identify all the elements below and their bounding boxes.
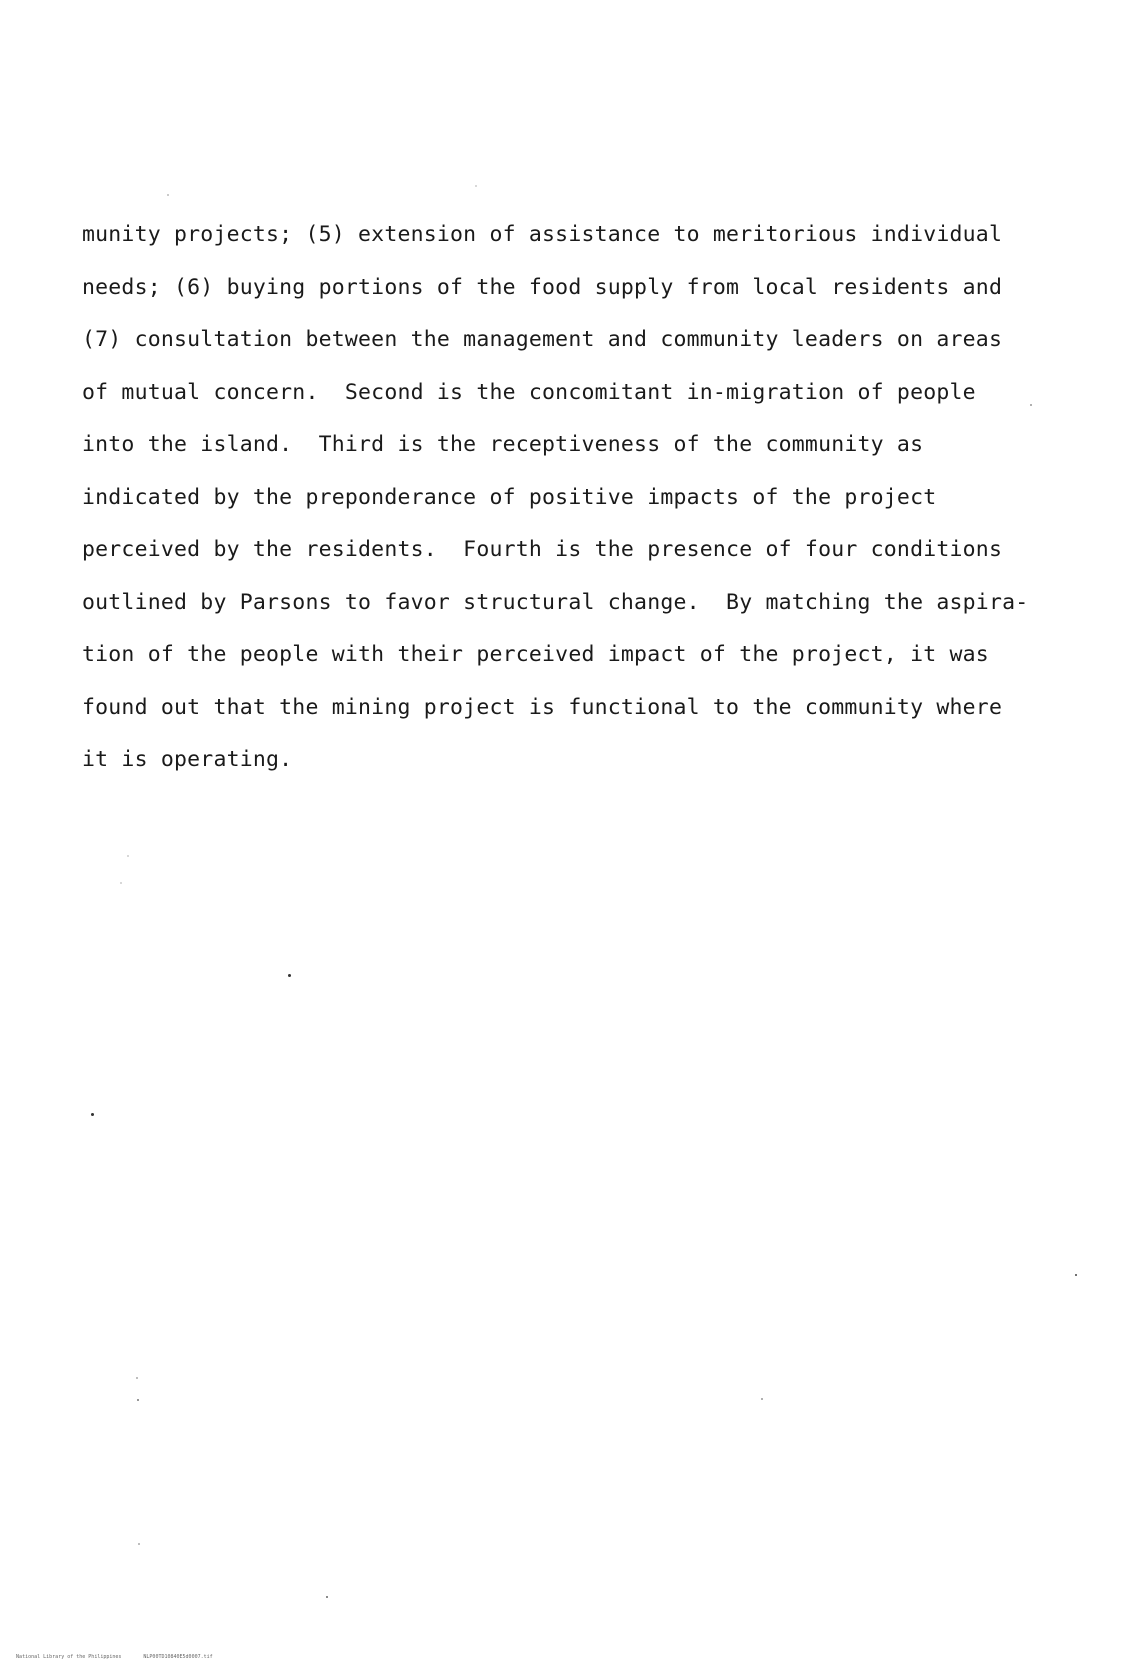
scan-speck <box>120 882 122 884</box>
footer-code: NLP00TD10840E5d0007.tif <box>143 1654 213 1660</box>
text-line: indicated by the preponderance of positive impacts of the project <box>82 484 937 510</box>
scan-speck <box>167 194 169 196</box>
text-line: into the island. Third is the receptiveness of the community as <box>82 432 924 457</box>
scan-speck <box>127 855 129 857</box>
text-line: munity projects; (5) extension of assistance to meritorious individual <box>82 222 1003 247</box>
scan-speck <box>1030 404 1032 406</box>
text-line: of mutual concern. Second is the concomitant in-migration of people <box>82 379 976 405</box>
scan-speck <box>288 974 291 977</box>
text-line: (7) consultation between the management and community leaders on areas <box>82 327 1003 352</box>
text-line: it is operating. <box>82 747 293 772</box>
footer-library: National Library of the Philippines <box>16 1654 122 1660</box>
text-line: outlined by Parsons to favor structural change. By matching the aspira- <box>82 589 1029 615</box>
text-line: tion of the people with their perceived impact of the project, it was <box>82 642 989 667</box>
scan-speck <box>91 1113 94 1116</box>
scan-speck <box>1075 1274 1077 1276</box>
scan-speck <box>326 1596 328 1598</box>
text-line: needs; (6) buying portions of the food supply from local residents and <box>82 274 1003 300</box>
scan-speck <box>761 1398 763 1400</box>
body-paragraph <box>82 222 1082 800</box>
scan-speck <box>137 1399 139 1401</box>
scan-speck <box>136 1377 138 1379</box>
scan-speck <box>475 185 477 187</box>
scan-footer <box>4 1648 235 1666</box>
scan-speck <box>138 1543 140 1545</box>
text-line: found out that the mining project is functional to the community where <box>82 694 1003 720</box>
text-line: perceived by the residents. Fourth is the presence of four conditions <box>82 537 1003 562</box>
